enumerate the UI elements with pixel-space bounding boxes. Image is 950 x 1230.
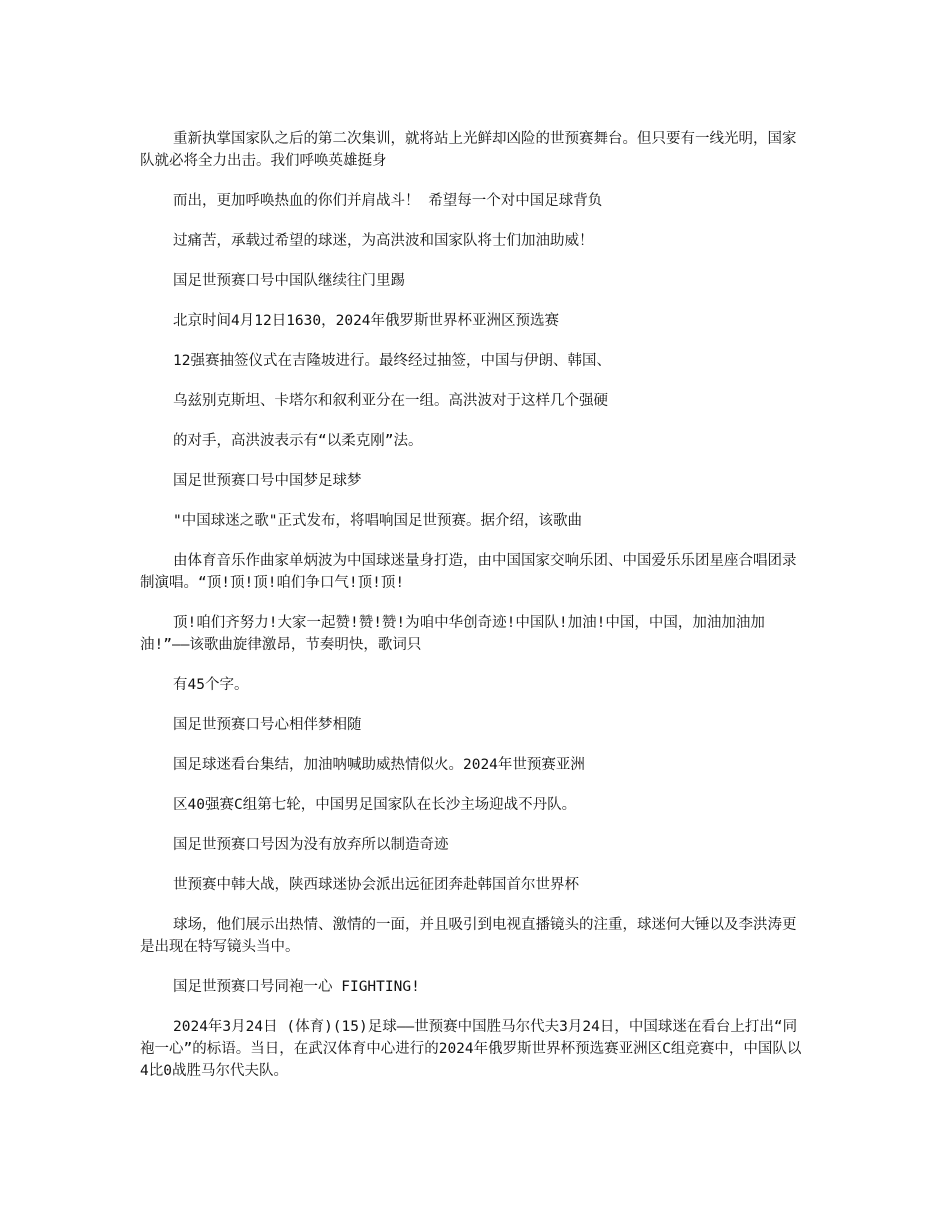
paragraph: 顶!咱们齐努力!大家一起赞!赞!赞!为咱中华创奇迹!中国队!加油!中国，中国，加油加油加油!”——该歌曲旋律激昂，节奏明快，歌词只 xyxy=(140,615,765,653)
paragraph: 有45个字。 xyxy=(173,677,249,693)
paragraph: 12强赛抽签仪式在吉隆坡进行。最终经过抽签，中国与伊朗、韩国、 xyxy=(173,353,611,369)
paragraph: 国足球迷看台集结，加油呐喊助威热情似火。2024年世预赛亚洲 xyxy=(173,757,585,773)
paragraph: 重新执掌国家队之后的第二次集训，就将站上光鲜却凶险的世预赛舞台。但只要有一线光明，国家队就必将全力出击。我们呼唤英雄挺身 xyxy=(140,131,797,169)
paragraph: 北京时间4月12日1630，2024年俄罗斯世界杯亚洲区预选赛 xyxy=(173,313,560,329)
section-heading: 国足世预赛口号中国队继续往门里踢 xyxy=(173,273,405,289)
document-body xyxy=(140,128,810,1082)
section-heading: 国足世预赛口号心相伴梦相随 xyxy=(173,717,362,733)
paragraph: 由体育音乐作曲家单炳波为中国球迷量身打造，由中国国家交响乐团、中国爱乐乐团星座合唱团录制演唱。“顶!顶!顶!咱们争口气!顶!顶! xyxy=(140,553,797,591)
paragraph: 世预赛中韩大战，陕西球迷协会派出远征团奔赴韩国首尔世界杯 xyxy=(173,877,579,893)
paragraph: 2024年3月24日 (体育)(15)足球——世预赛中国胜马尔代夫3月24日，中国球迷在看台上打出“同袍一心”的标语。当日，在武汉体育中心进行的2024年俄罗斯世界杯预选赛亚洲区C组竞赛中，中国队以4比0战胜马尔代夫队。 xyxy=(140,1019,802,1079)
paragraph: 乌兹别克斯坦、卡塔尔和叙利亚分在一组。高洪波对于这样几个强硬 xyxy=(173,393,608,409)
paragraph: 的对手，高洪波表示有“以柔克刚”法。 xyxy=(173,433,423,449)
paragraph: 而出，更加呼唤热血的你们并肩战斗！ 希望每一个对中国足球背负 xyxy=(173,193,603,209)
paragraph: "中国球迷之歌"正式发布，将唱响国足世预赛。据介绍，该歌曲 xyxy=(173,513,582,529)
paragraph: 过痛苦，承载过希望的球迷，为高洪波和国家队将士们加油助威！ xyxy=(173,233,594,249)
paragraph: 球场，他们展示出热情、激情的一面，并且吸引到电视直播镜头的注重，球迷何大锤以及李洪涛更是出现在特写镜头当中。 xyxy=(140,917,797,955)
section-heading: 国足世预赛口号因为没有放弃所以制造奇迹 xyxy=(173,837,449,853)
section-heading: 国足世预赛口号中国梦足球梦 xyxy=(173,473,362,489)
section-heading: 国足世预赛口号同袍一心 FIGHTING! xyxy=(173,979,420,995)
paragraph: 区40强赛C组第七轮，中国男足国家队在长沙主场迎战不丹队。 xyxy=(173,797,577,813)
